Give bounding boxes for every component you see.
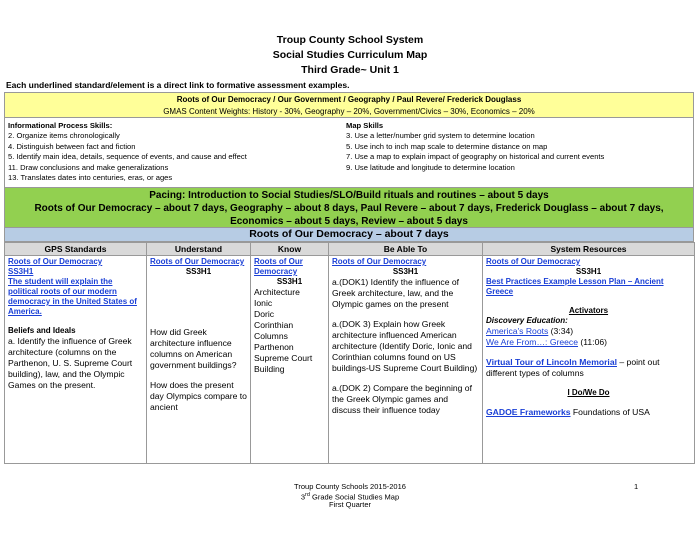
footer-quarter: First Quarter: [328, 500, 372, 509]
able-dok3: a.(DOK 3) Explain how Greek architecture influenced American architecture (Identify Doric, Ionic and Corinthian columns found on US buildings-US Supreme Court Building): [332, 319, 478, 373]
footer-map-title: 3rd Grade Social Studies Map: [300, 492, 400, 502]
americas-roots-link[interactable]: America's Roots: [486, 326, 549, 336]
lesson-plan-link[interactable]: Best Practices Example Lesson Plan – Ancient Greece: [486, 277, 664, 296]
able-roots-link[interactable]: Roots of Our Democracy: [332, 257, 427, 266]
col-header-able: Be Able To: [329, 243, 483, 256]
beliefs-heading: Beliefs and Ideals: [8, 326, 76, 335]
activators-heading: Activators: [568, 306, 609, 315]
ido-wedo-heading: I Do/We Do: [567, 388, 610, 397]
info-skill: 4. Distinguish between fact and fiction: [8, 141, 136, 151]
gadoe-description: Foundations of USA: [570, 407, 650, 417]
map-skill: 5. Use inch to inch map scale to determine distance on map: [346, 141, 548, 151]
school-system-title: Troup County School System: [276, 34, 424, 46]
know-term: Architecture: [254, 287, 300, 297]
know-term: Parthenon: [254, 342, 294, 352]
video1-duration: (3:34): [548, 326, 574, 336]
gadoe-frameworks-link[interactable]: GADOE Frameworks: [486, 407, 571, 417]
understand-question-1: How did Greek architecture influence columns on American government buildings?: [150, 327, 237, 370]
col-header-know: Know: [251, 243, 329, 256]
pacing-units-cont: Economics – about 5 days, Review – about 5 days: [230, 216, 468, 227]
able-dok2: a.(DOK 2) Compare the beginning of the Greek Olympic games and discuss their influence today: [332, 383, 472, 415]
map-skill: 3. Use a letter/number grid system to determine location: [346, 131, 535, 141]
pacing-intro: Pacing: Introduction to Social Studies/SLO/Build rituals and routines – about 5 days: [149, 190, 549, 201]
resources-code: SS3H1: [575, 267, 602, 276]
col-header-gps: GPS Standards: [5, 243, 147, 256]
understand-cell: [147, 256, 251, 464]
know-term: Ionic: [254, 298, 273, 308]
col-header-resources: System Resources: [483, 243, 695, 256]
know-term: Doric: [254, 309, 275, 319]
info-skill: 13. Translates dates into centuries, eras, or ages: [8, 173, 173, 183]
able-code: SS3H1: [392, 267, 419, 276]
know-cell: [251, 256, 329, 464]
know-term: Supreme Court: [254, 353, 313, 363]
topics-line: Roots of Our Democracy / Our Government / Geography / Paul Revere/ Frederick Douglass: [176, 95, 522, 104]
understand-code: SS3H1: [185, 267, 212, 276]
know-term: Building: [254, 364, 285, 374]
skills-box: [4, 118, 694, 188]
unit-heading: Roots of Our Democracy – about 7 days: [4, 228, 694, 242]
curriculum-map-title: Social Studies Curriculum Map: [272, 49, 428, 61]
discovery-education-label: Discovery Education:: [486, 316, 568, 325]
able-cell: [329, 256, 483, 464]
table-row: [5, 256, 695, 464]
content-weights: GMAS Content Weights: History - 30%, Geography – 20%, Government/Civics – 30%, Economics – 20%: [163, 107, 535, 116]
footer-school-year: Troup County Schools 2015-2016: [294, 482, 406, 491]
intro-note: Each underlined standard/element is a direct link to formative assessment examples.: [6, 80, 350, 90]
we-are-from-greece-link[interactable]: We Are From…: Greece: [486, 337, 579, 347]
know-code: SS3H1: [276, 277, 303, 286]
gps-roots-link[interactable]: Roots of Our Democracy: [8, 257, 103, 266]
gps-element-text: a. Identify the influence of Greek architecture (columns on the Parthenon, U. S. Supreme Court building), law, and the Olympic Games on the present.: [8, 336, 133, 390]
pacing-units: Roots of Our Democracy – about 7 days, Geography – about 8 days, Paul Revere – about 7 days, Frederick Douglass – about 7 days,: [34, 203, 664, 214]
info-skill: 2. Organize items chronologically: [8, 131, 120, 141]
resources-cell: [483, 256, 695, 464]
pacing-box: [4, 188, 694, 228]
lincoln-memorial-tour-link[interactable]: Virtual Tour of Lincoln Memorial: [486, 357, 617, 367]
curriculum-table: [4, 242, 695, 464]
understand-roots-link[interactable]: Roots of Our Democracy: [150, 257, 245, 266]
topics-box: [4, 92, 694, 118]
gps-cell: [5, 256, 147, 464]
info-skill: 11. Draw conclusions and make generalizations: [8, 162, 169, 172]
gps-code-link[interactable]: SS3H1: [8, 267, 34, 276]
know-term: Columns: [254, 331, 288, 341]
info-skill: 5. Identify main idea, details, sequence of events, and cause and effect: [8, 152, 247, 162]
informational-skills-header: Informational Process Skills:: [8, 121, 113, 130]
map-skill: 7. Use a map to explain impact of geography on historical and current events: [346, 152, 605, 162]
map-skills: [346, 121, 604, 173]
video2-duration: (11:06): [578, 337, 607, 347]
know-roots-link[interactable]: Roots of Our Democracy: [254, 257, 303, 276]
tour-description: – point out different types of columns: [486, 357, 660, 378]
able-dok1: a.(DOK1) Identify the influence of Greek architecture, law, and the Olympic games on the present: [332, 277, 460, 309]
map-skills-header: Map Skills: [346, 121, 384, 130]
know-term: Corinthian: [254, 320, 294, 330]
map-skill: 9. Use latitude and longitude to determine location: [346, 162, 515, 172]
resources-roots-link[interactable]: Roots of Our Democracy: [486, 257, 581, 266]
gps-standard-link[interactable]: The student will explain the political roots of our modern democracy in the United States of America.: [8, 277, 137, 316]
col-header-understand: Understand: [147, 243, 251, 256]
page-number: 1: [634, 482, 639, 491]
unit-title: Third Grade~ Unit 1: [301, 64, 399, 76]
informational-skills: [8, 121, 247, 183]
understand-question-2: How does the present day Olympics compare to ancient: [150, 380, 247, 412]
table-header-row: [5, 243, 695, 256]
